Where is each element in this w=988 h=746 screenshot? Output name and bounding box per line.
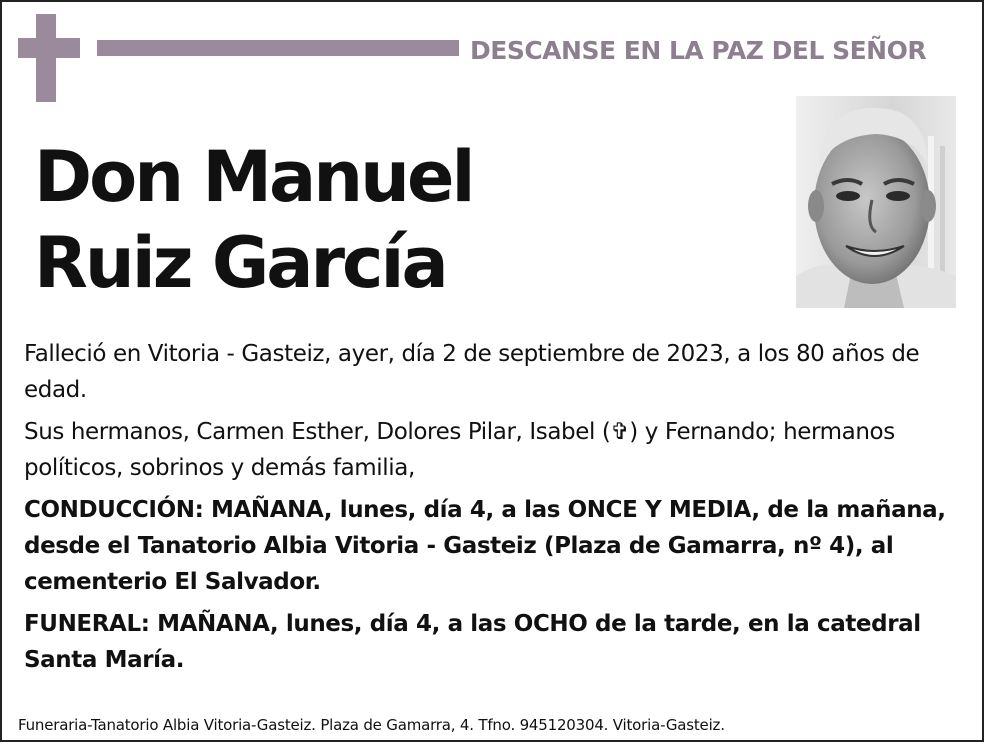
header-rule [97,40,459,56]
deceased-name [34,134,774,306]
funeral-home-footer: Funeraria-Tanatorio Albia Vitoria-Gasteiz. Plaza de Gamarra, 4. Tfno. 945120304. Vitoria-Gasteiz. [18,716,725,734]
header-tagline: DESCANSE EN LA PAZ DEL SEÑOR [470,36,927,65]
deceased-name-line2: Ruiz García [34,222,446,304]
procession-paragraph: CONDUCCIÓN: MAÑANA, lunes, día 4, a las ONCE Y MEDIA, de la mañana, desde el Tanatorio Albia Vitoria - Gasteiz (Plaza de Gamarra, nº 4), al cementerio El Salvador. [24,497,946,595]
family-paragraph: Sus hermanos, Carmen Esther, Dolores Pilar, Isabel (✞) y Fernando; hermanos políticos, sobrinos y demás familia, [24,419,895,481]
death-notice-paragraph: Falleció en Vitoria - Gasteiz, ayer, día 2 de septiembre de 2023, a los 80 años de edad. [24,341,920,403]
obituary-body [24,336,954,684]
cross-vertical-bar [36,14,56,102]
deceased-name-line1: Don Manuel [34,136,473,218]
portrait-photo [796,96,956,308]
portrait-illustration [796,96,956,308]
cross-horizontal-bar [18,38,80,58]
funeral-paragraph: FUNERAL: MAÑANA, lunes, día 4, a las OCHO de la tarde, en la catedral Santa María. [24,611,921,673]
